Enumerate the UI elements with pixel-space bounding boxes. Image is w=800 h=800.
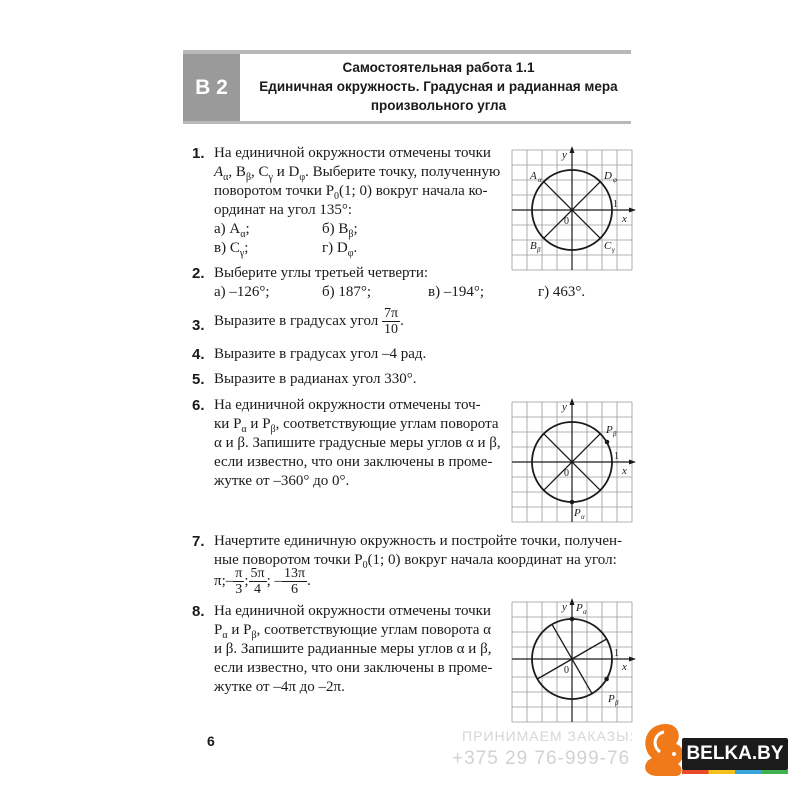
q2-number: 2.	[192, 265, 205, 282]
q6-line-1: На единичной окружности отмечены точ-	[214, 397, 481, 413]
q8-label-alpha: α	[583, 608, 587, 616]
q6-y-arrow-icon	[570, 398, 575, 405]
q1-line-2: $A_\alpha$, $B_\beta$, $C_\gamma$ и $D_\varphi$. Выберите точку, полученную	[214, 164, 501, 183]
q6-label-P-beta: P	[606, 424, 613, 436]
q6-label-alpha: α	[581, 513, 585, 521]
q6-point-P-alpha	[570, 500, 575, 505]
q8-x-arrow-icon	[629, 657, 636, 662]
q1-y-label: y	[562, 149, 567, 161]
q1-number: 1.	[192, 145, 205, 162]
q2-option-d: г) 463°.	[538, 284, 586, 300]
q8-y-arrow-icon	[570, 598, 575, 605]
q7-line-1: Начертите единичную окружность и постройте точки, получен-	[214, 533, 623, 549]
q6-x-arrow-icon	[629, 460, 636, 465]
q6-line-4: если известно, что они заключены в проме-	[214, 454, 493, 470]
q8-y-label: y	[562, 601, 567, 613]
q6-x-label: x	[622, 465, 627, 477]
q1-line-4: ординат на угол 135°:	[214, 202, 352, 218]
q1-option-c: в) $C_\gamma$;	[214, 240, 249, 259]
q7-fraction-1: $\frac{\pi}{3}$	[235, 566, 243, 597]
q6-label-P-alpha: P	[574, 507, 581, 519]
q1-label-C: C	[604, 240, 612, 252]
q5-text: Выразите в радианах угол 330°.	[214, 371, 417, 387]
q1-line-3: поворотом точки $P_0(1$; 0) вокруг начала ко-	[214, 183, 488, 202]
q6-line-3: α и β. Запишите градусные меры углов α и β,	[214, 435, 501, 451]
watermark-phone: +375 29 76-999-76	[452, 748, 631, 769]
q1-option-a: а) $A_\alpha$;	[214, 221, 250, 240]
q8-x-label: x	[622, 661, 627, 673]
q8-line-3: и β. Запишите радианные меры углов α и β,	[214, 641, 492, 657]
q8-line-5: жутке от –4π до –2π.	[214, 679, 345, 695]
q2-option-b: б) 187°;	[322, 284, 372, 300]
q1-label-beta: β	[537, 246, 541, 254]
q6-line-5: жутке от –360° до 0°.	[214, 473, 350, 489]
q1-label-alpha: α	[538, 176, 542, 184]
q2-option-c: в) –194°;	[428, 284, 484, 300]
q4-number: 4.	[192, 346, 205, 363]
q1-label-gamma: γ	[612, 246, 615, 254]
q2-text: Выберите углы третьей четверти:	[214, 265, 429, 281]
q1-unit-circle-diagram	[508, 146, 638, 274]
q6-label-beta: β	[613, 430, 617, 438]
q3-text: Выразите в градусах угол $\frac{7\pi}{10}$ .	[214, 306, 404, 337]
squirrel-logo-icon	[636, 718, 686, 780]
q7-angles: π;– $\frac{\pi}{3}$ ; $\frac{5\pi}{4}$ ; – $\frac{13\pi}{6}$ .	[214, 566, 311, 597]
q8-label-beta: β	[615, 699, 619, 707]
q6-line-2: ки $P_\alpha$ и $P_\beta$, соответствующие углам поворота	[214, 416, 499, 435]
q1-label-A: A	[530, 170, 537, 182]
watermark-orders: ПРИНИМАЕМ ЗАКАЗЫ:	[462, 728, 635, 744]
header-bottom-rule	[183, 121, 631, 124]
q6-unit-circle-diagram	[508, 398, 638, 526]
q6-point-P-beta	[605, 440, 610, 445]
q1-y-arrow-icon	[570, 146, 575, 153]
q1-label-phi: φ	[613, 176, 617, 184]
header-title-line-1: Самостоятельная работа 1.1	[342, 60, 535, 75]
q2-option-a: а) –126°;	[214, 284, 270, 300]
q8-line-4: если известно, что они заключены в проме-	[214, 660, 493, 676]
q7-fraction-2: $\frac{5\pi}{4}$	[250, 566, 265, 597]
variant-badge	[183, 54, 240, 121]
q3-fraction: $\frac{7\pi}{10}$	[384, 306, 399, 337]
q8-label-P-alpha: P	[576, 602, 583, 614]
q1-origin-0: 0	[564, 216, 569, 227]
q8-point-P-alpha	[570, 617, 575, 622]
q4-text: Выразите в градусах угол –4 рад.	[214, 346, 427, 362]
q1-x-label: x	[622, 213, 627, 225]
q8-line-1: На единичной окружности отмечены точки	[214, 603, 491, 619]
q1-x-arrow-icon	[629, 208, 636, 213]
q5-number: 5.	[192, 371, 205, 388]
q7-line-2: ные поворотом точки $P_0(1$; 0) вокруг начала координат на угол:	[214, 552, 617, 571]
variant-label: В 2	[195, 75, 228, 99]
header-title-line-2: Единичная окружность. Градусная и радианная мера	[259, 79, 618, 94]
q1-option-d: г) $D_\varphi$.	[322, 240, 358, 259]
page-number: 6	[207, 733, 215, 749]
header-title-line-3: произвольного угла	[370, 98, 507, 113]
logo-color-stripes	[682, 770, 788, 774]
q7-fraction-3: $\frac{13\pi}{6}$	[284, 566, 306, 597]
q1-label-D: D	[604, 170, 612, 182]
q6-origin-0: 0	[564, 468, 569, 479]
q6-tick-1: 1	[614, 451, 619, 462]
q7-number: 7.	[192, 533, 205, 550]
logo-wordmark: BELKA.BY	[682, 738, 788, 770]
q8-point-P-beta	[604, 677, 609, 682]
q8-label-P-beta: P	[608, 693, 615, 705]
q1-tick-1: 1	[613, 199, 618, 210]
q8-origin-0: 0	[564, 665, 569, 676]
q8-tick-1: 1	[614, 648, 619, 659]
q3-number: 3.	[192, 317, 205, 334]
q8-line-2: $P_\alpha$ и $P_\beta$, соответствующие углам поворота α	[214, 622, 492, 641]
header-top-rule	[183, 50, 631, 54]
q8-unit-circle-diagram	[508, 598, 638, 726]
q6-y-label: y	[562, 401, 567, 413]
q1-label-B: B	[530, 240, 537, 252]
q8-number: 8.	[192, 603, 205, 620]
q1-option-b: б) $B_\beta$;	[322, 221, 358, 240]
q6-number: 6.	[192, 397, 205, 414]
q1-line-1: На единичной окружности отмечены точки	[214, 145, 491, 161]
